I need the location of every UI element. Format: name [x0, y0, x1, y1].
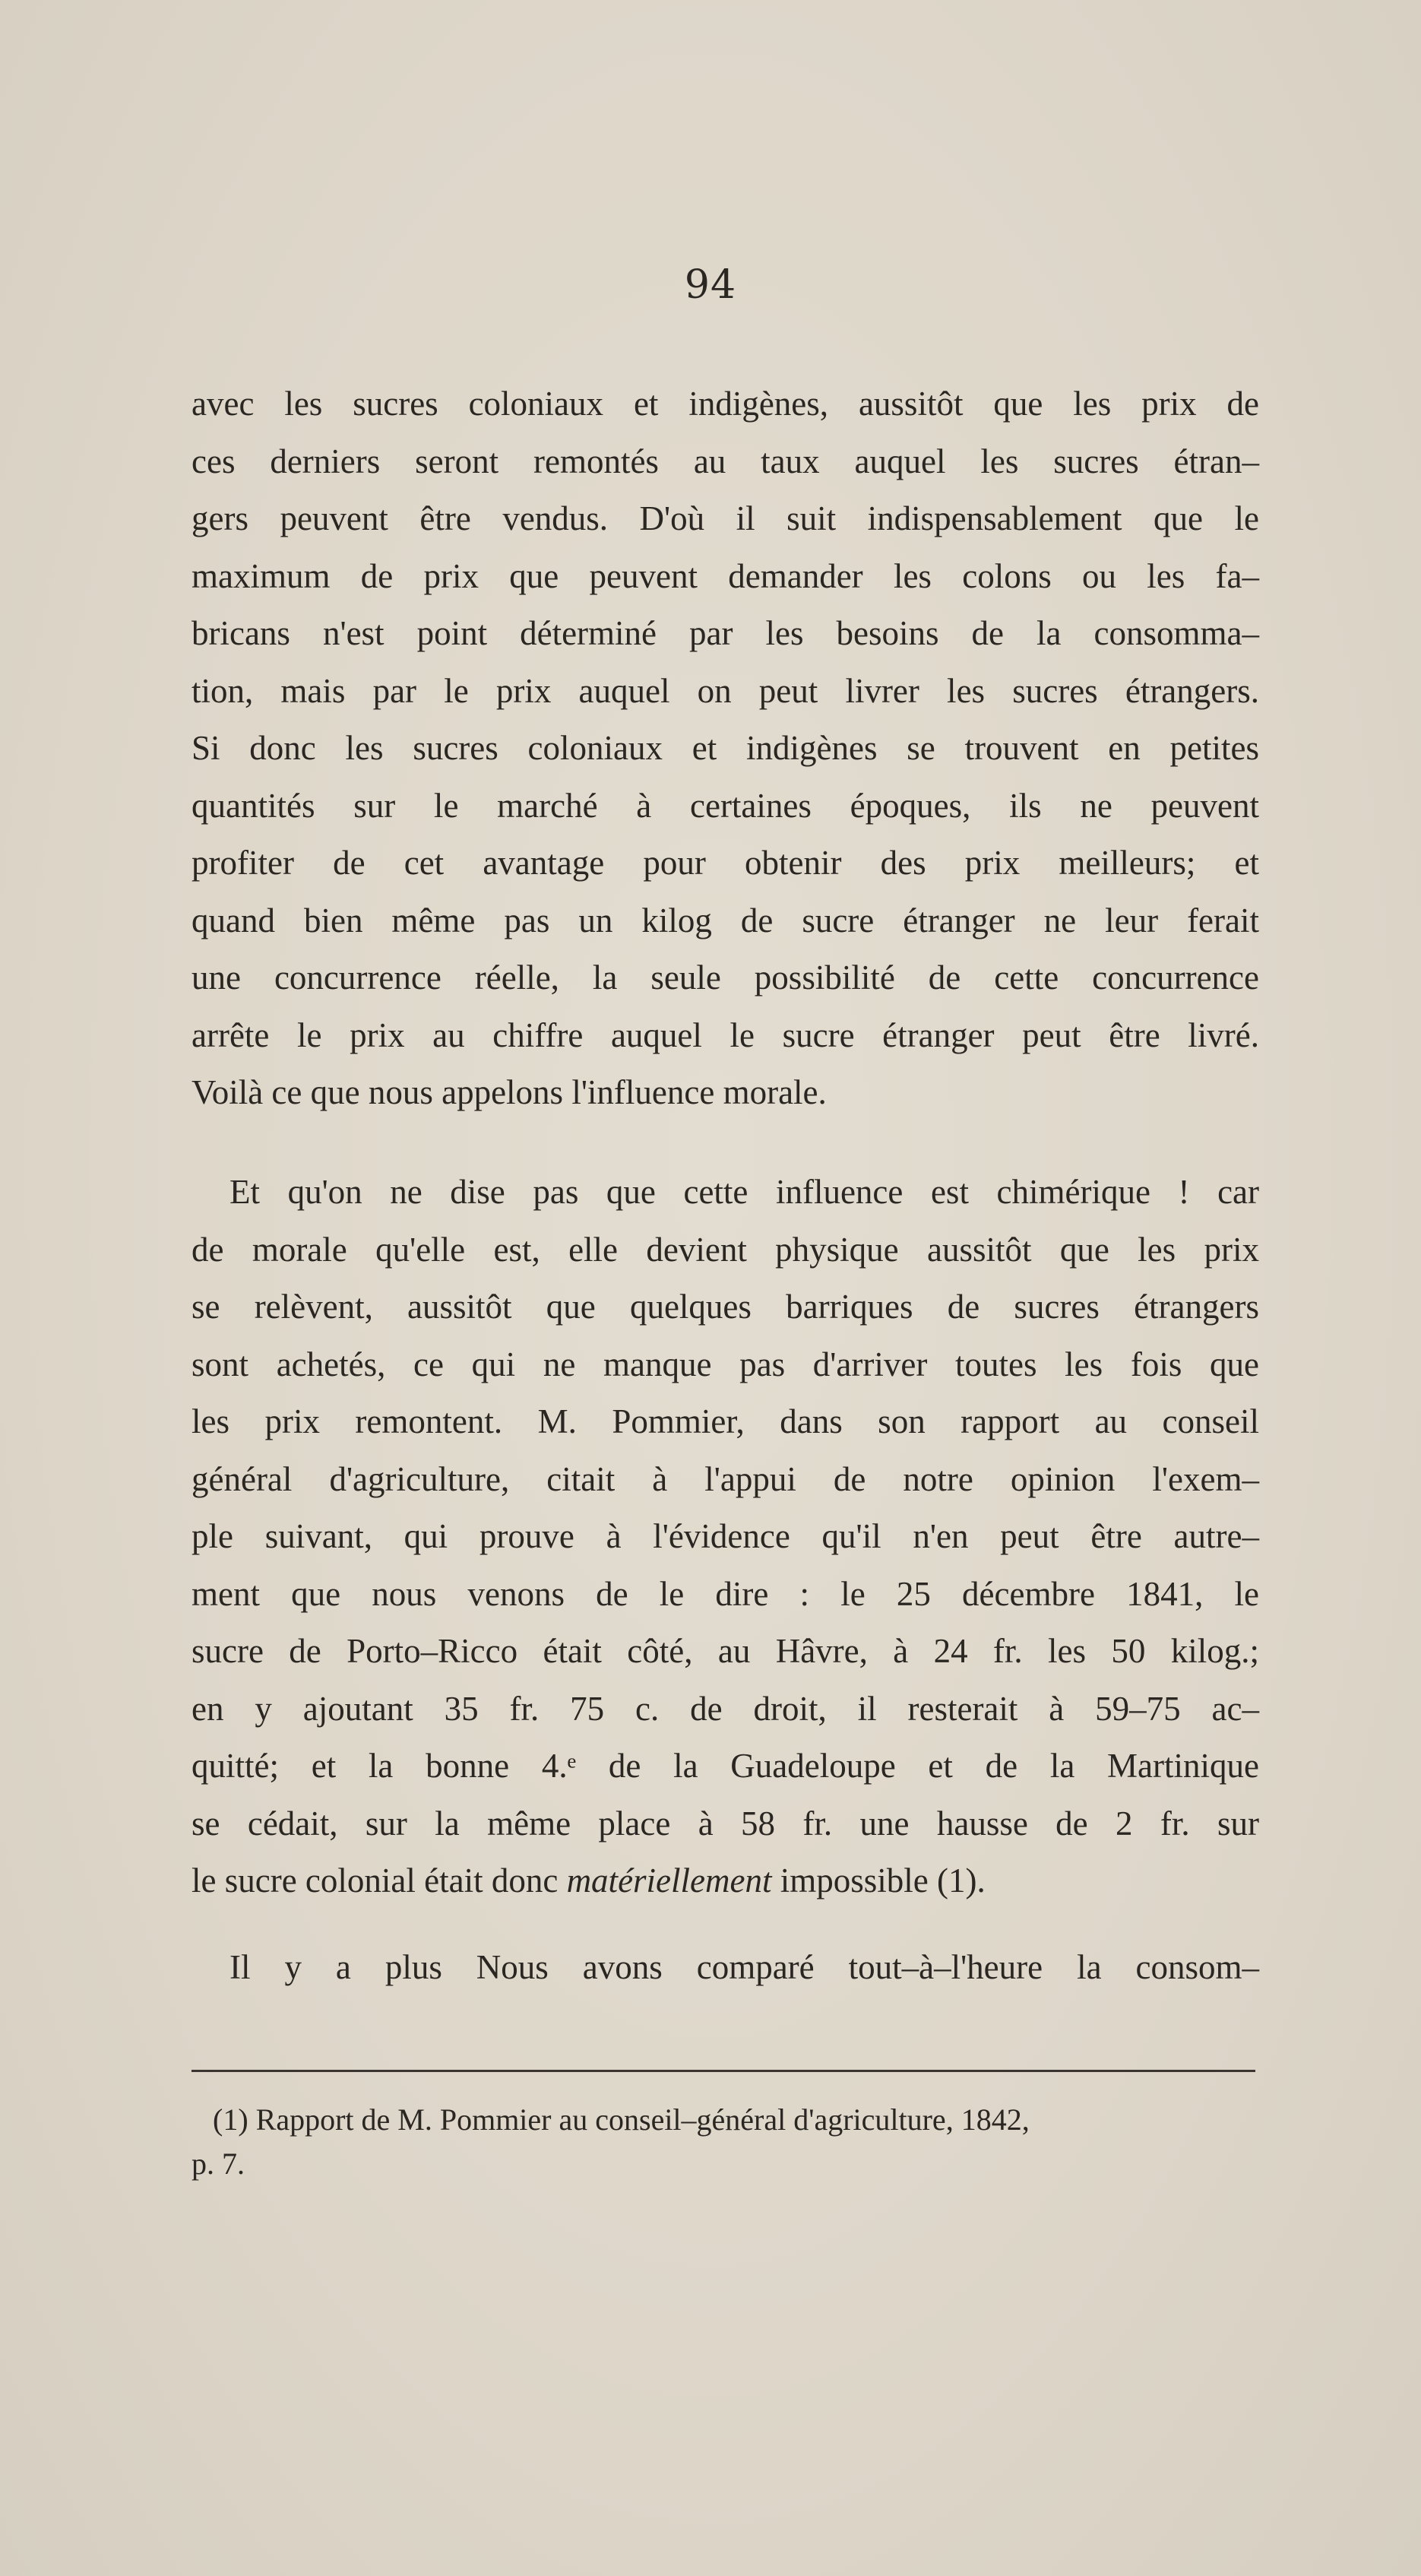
paragraph-3: [191, 1939, 1259, 1997]
text-line: bricans n'est point déterminé par les besoins de la consomma–: [191, 614, 1259, 652]
footnote-divider: [191, 2070, 1255, 2072]
text-line: quand bien même pas un kilog de sucre étranger ne leur ferait: [191, 901, 1259, 939]
text-line: profiter de cet avantage pour obtenir des prix meilleurs; et: [191, 844, 1259, 882]
text-line: les prix remontent. M. Pommier, dans son rapport au conseil: [191, 1402, 1259, 1440]
text-line: se relèvent, aussitôt que quelques barriques de sucres étrangers: [191, 1288, 1259, 1326]
text-line: avec les sucres coloniaux et indigènes, aussitôt que les prix de: [191, 385, 1259, 423]
text-line: sucre de Porto–Ricco était côté, au Hâvre, à 24 fr. les 50 kilog.;: [191, 1632, 1259, 1670]
page-number: 94: [684, 262, 737, 308]
text-line: en y ajoutant 35 fr. 75 c. de droit, il resterait à 59–75 ac–: [191, 1689, 1259, 1728]
text-line: quantités sur le marché à certaines époques, ils ne peuvent: [191, 786, 1259, 825]
text-line: arrête le prix au chiffre auquel le sucre étranger peut être livré.: [191, 1016, 1259, 1054]
text-line: de morale qu'elle est, elle devient physique aussitôt que les prix: [191, 1230, 1259, 1269]
text-line: Voilà ce que nous appelons l'influence morale.: [191, 1073, 827, 1111]
footnote: [191, 2098, 1261, 2186]
text-line: se cédait, sur la même place à 58 fr. une hausse de 2 fr. sur: [191, 1804, 1259, 1842]
text-line: quitté; et la bonne 4.ᵉ de la Guadeloupe et de la Martinique: [191, 1747, 1259, 1785]
paragraph-2: [191, 1164, 1259, 1910]
text-line: ment que nous venons de le dire : le 25 décembre 1841, le: [191, 1574, 1259, 1613]
text-line: Il y a plus Nous avons comparé tout–à–l'heure la consom–: [229, 1948, 1259, 1986]
text-line: Si donc les sucres coloniaux et indigènes se trouvent en petites: [191, 729, 1259, 767]
text-segment: le sucre colonial était donc: [191, 1862, 567, 1900]
text-line: général d'agriculture, citait à l'appui de notre opinion l'exem–: [191, 1459, 1259, 1498]
text-line: Et qu'on ne dise pas que cette influence est chimérique ! car: [229, 1173, 1259, 1211]
text-line: sont achetés, ce qui ne manque pas d'arriver toutes les fois que: [191, 1345, 1259, 1383]
text-line: gers peuvent être vendus. D'où il suit indispensablement que le: [191, 499, 1259, 537]
paragraph-1: [191, 375, 1259, 1122]
text-line: ces derniers seront remontés au taux auquel les sucres étran–: [191, 442, 1259, 480]
text-line-with-emphasis: [191, 1852, 1259, 1910]
footnote-line: (1) Rapport de M. Pommier au conseil–général d'agriculture, 1842,: [213, 2102, 1030, 2137]
footnote-reference: impossible (1).: [771, 1862, 986, 1900]
text-line: ple suivant, qui prouve à l'évidence qu'il n'en peut être autre–: [191, 1517, 1259, 1555]
text-line: tion, mais par le prix auquel on peut livrer les sucres étrangers.: [191, 671, 1259, 710]
footnote-line: p. 7.: [191, 2147, 245, 2181]
text-line: une concurrence réelle, la seule possibilité de cette concurrence: [191, 958, 1259, 996]
emphasis-text: matériellement: [566, 1862, 772, 1900]
text-line: maximum de prix que peuvent demander les colons ou les fa–: [191, 556, 1259, 595]
